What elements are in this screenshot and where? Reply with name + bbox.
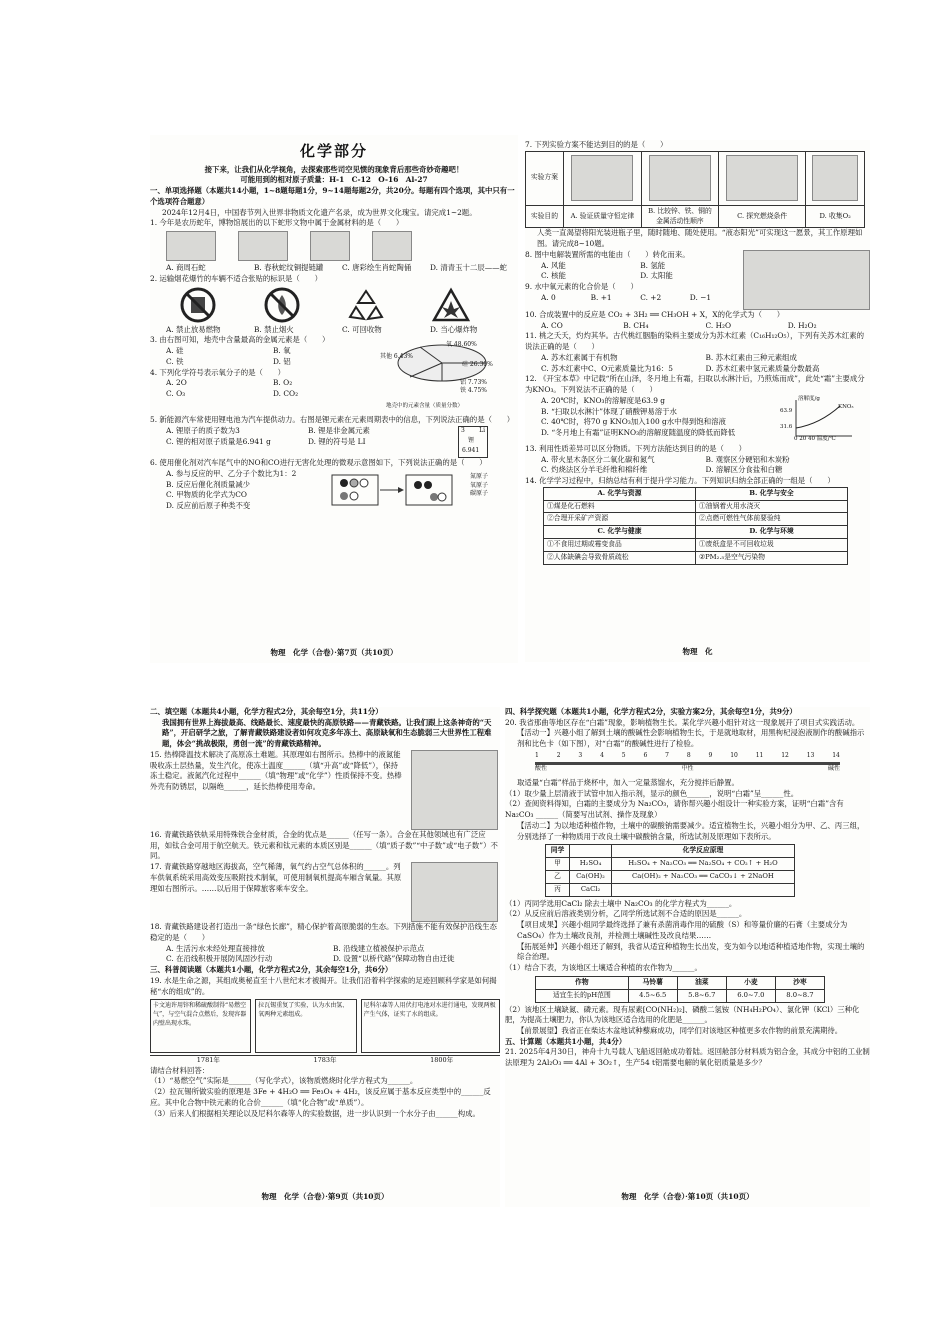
question-6: 6. 使用催化剂对汽车尾气中的NO和CO进行无害化处理的微观示意图如下，下列说法正确的是（ ） xyxy=(150,458,487,468)
option: A. 20℃时，KNO₃的溶解度是63.9 g xyxy=(541,395,665,405)
question-10: 10. 合成装置中的反应是 CO₂ + 3H₂ ══ CH₃OH + X，X的化学式为（ ） xyxy=(525,309,785,319)
col-header: 沙枣 xyxy=(775,976,824,989)
question-14: 14. 化学学习过程中，归纳总结有利于提升学习能力。下列知识归纳全部正确的一组是（ ） xyxy=(525,475,835,485)
page-footer: 物理 化 xyxy=(682,647,713,657)
context-text: 我国拥有世界上海拔最高、线路最长、速度最快的高原铁路——青藏铁路。让我们跟上这条神奇的“天路”，开启研学之旅，了解青藏铁路建设者如何攻克多年冻土、高原缺氧和生态脆弱三大世界性工程难题，体会“挑战极限，勇创一流”的青藏铁路精神。 xyxy=(162,717,492,749)
sub-question: （2）拉瓦锡所做实验的原理是 3Fe + 4H₂O ══ Fe₃O₄ + 4H₂，该反应属于基本反应类型中的______反应。其中化合物中铁元素的化合价______（填“化合物”或“单质”）。 xyxy=(150,1087,491,1107)
ph-tick: 10 xyxy=(730,751,738,759)
ph-region-label: 酸性 xyxy=(535,764,548,772)
question-20: 20. 我省那曲等地区存在“白霜”现象，影响植物生长。某化学兴趣小组针对这一现象展开了项目式实践活动。 xyxy=(505,717,860,727)
year-label: 1781年 xyxy=(196,1056,220,1065)
cell: ②点燃可燃性气体前要验纯 xyxy=(696,513,848,526)
option: A. 参与反应的甲、乙分子个数比为1：2 xyxy=(166,468,297,478)
option: C. +2 xyxy=(640,292,662,302)
option: A. 0 xyxy=(541,292,556,302)
cell: ①煤是化石燃料 xyxy=(544,500,696,513)
page-footer: 物理 化学（合卷）·第7页（共10页） xyxy=(270,648,398,658)
q3-options xyxy=(150,346,380,367)
no-flammables-sign-icon xyxy=(180,287,216,323)
question-9: 9. 水中氧元素的化合价是（ ） xyxy=(525,282,638,292)
ph-tick: 9 xyxy=(708,751,713,759)
cell: 丙 xyxy=(546,883,570,896)
ph-labels xyxy=(535,765,840,774)
option: D. −1 xyxy=(689,292,712,302)
question-16: 16. 青藏铁路铁轨采用特殊铁合金材质，合金的优点是______（任写一条）。合金在其他领域也有广泛应用，如钛合金可用于航空航天。铁元素和钛元素的本质区别是______（填“质子数”“中子数”或“电子数”）不同。 xyxy=(150,829,498,861)
context-text: 2024年12月4日，中国春节列入世界非物质文化遗产名录，成为世界文化瑰宝。请完成1~2题。 xyxy=(162,207,477,217)
q13-options xyxy=(525,455,870,476)
cell: 甲 xyxy=(546,858,570,871)
tick-label: 31.6 xyxy=(780,423,793,430)
q3-block xyxy=(150,335,518,415)
cell: 5.8~6.7 xyxy=(677,989,726,1002)
option: D. 反应前后原子种类不变 xyxy=(166,501,251,511)
atomic-masses: 可能用到的相对原子质量：H-1 C-12 O-16 Al-27 xyxy=(240,175,428,185)
sub-question: （2）从反应前后溶液类别分析，乙同学所选试剂不合适的原因是______。 xyxy=(505,909,747,919)
question-13: 13. 利用性质差异可以区分物质。下列方法能达到目的的是（ ） xyxy=(525,443,747,453)
pie-graphic xyxy=(380,335,510,405)
project-result: 【项目成果】兴趣小组同学最终选择了兼有杀菌消毒作用的硫酸（S）和等量价廉的石膏（主要成分为CaSO₄）作为土壤改良剂，并检测土壤碱性及改良结果…… xyxy=(517,920,848,940)
q5-block xyxy=(150,426,518,458)
question-12: 12. 《开宝本草》中记载“所在山泽，冬月地上有霜，扫取以水淋汁后，乃煎炼而成”，此处“霜”主要成分为KNO₃。下列说法不正确的是（ ） xyxy=(525,374,865,395)
apparatus-b xyxy=(641,151,718,205)
atomic-mass: 6.941 xyxy=(462,447,480,455)
q18-options xyxy=(150,944,500,965)
option: D. 清青玉十二辰——蛇 xyxy=(430,263,507,273)
timeline-box: 尼科尔森等人用伏打电池对水进行通电，发现两极产生气体，证实了水的组成。 xyxy=(361,999,500,1053)
option: D. 当心爆炸物 xyxy=(430,324,478,334)
question-17: 17. 青藏铁路穿越地区海拔高，空气稀薄，氧气约占空气总体积的______。列车供氧系统采用高效变压吸附技术制氧，可使用制氧机提高车厢含氧量。其原理如右图所示。……以后用于保障旅客乘车安全。 xyxy=(150,862,402,893)
question-4: 4. 下列化学符号表示氧分子的是（ ） xyxy=(150,367,286,377)
cell: ①油锅着火用水浇灭 xyxy=(696,500,848,513)
apparatus-d xyxy=(806,151,865,205)
cell: ①废纸盒是不可回收垃圾 xyxy=(696,539,848,552)
option: D. H₂O₂ xyxy=(787,320,817,330)
crop-ph-table xyxy=(535,976,825,1003)
sub-question: （2）查阅资料得知，白霜的主要成分为 Na₂CO₃，请你帮兴趣小组设计一种实验方案，证明“白霜”含有 Na₂CO₃ ______（简要写出试剂、操作及现象） xyxy=(505,799,844,820)
option: A. CO xyxy=(541,320,563,330)
heat-pipe-diagram xyxy=(411,750,498,830)
recycle-sign-icon xyxy=(348,287,384,323)
cell-header: B. 化学与安全 xyxy=(696,487,848,500)
question-21: 21. 2025年4月30日，神舟十九号载人飞船返回舱成功着陆。返回舱部分材料质为铝合金，其成分中铝的工业制法原理为 2Al₂O₃ ══ 4Al + 3O₂↑，生产54 t铝需要电解的氧化铝质量是多少？ xyxy=(505,1047,870,1068)
reagent-table xyxy=(545,844,795,896)
option: A. 验证质量守恒定律 xyxy=(563,205,641,228)
option: B. “扫取以水淋汁”体现了硝酸钾易溶于水 xyxy=(541,406,677,416)
sub-question: （3）后来人们根据相关理论以及尼科尔森等人的实验数据，进一步认识到一个水分子由______构成。 xyxy=(150,1108,480,1118)
cell: ②合理开采矿产资源 xyxy=(544,513,696,526)
option: A. 风能 xyxy=(541,260,566,270)
option: D. 收集O₂ xyxy=(806,205,865,228)
ph-tick: 2 xyxy=(556,751,561,759)
row-header: 实验目的 xyxy=(526,205,564,228)
element-name: 锂 xyxy=(468,437,475,445)
col-header: 马铃薯 xyxy=(628,976,677,989)
ph-tick: 8 xyxy=(686,751,691,759)
option: C. 40℃时，将70 g KNO₃加入100 g水中得到饱和溶液 xyxy=(541,417,726,427)
option: A. 生活污水未经处理直接排放 xyxy=(166,943,265,953)
ph-tick: 12 xyxy=(781,751,789,759)
option: B. 锂是非金属元素 xyxy=(308,426,370,436)
year-label: 1800年 xyxy=(430,1056,454,1065)
activity-two: 【活动二】为以地适种植作物，土壤中的碳酸钠需要减少。适宜植物生长，兴趣小组分为甲、乙、丙三组，分别选择了一种物质用于改良土壤中碳酸钠含量，所选试剂及原理如下表所示。 xyxy=(517,820,865,841)
row-header: 实验方案 xyxy=(526,151,564,205)
option: C. 铁 xyxy=(166,356,184,366)
cell: 8.0~8.7 xyxy=(775,989,824,1002)
prospect-text: 【前景展望】我省正在柴达木盆地试种藜麻成功，同学们对该地区种植更多农作物的前景充满期待。 xyxy=(517,1026,843,1036)
ph-tick: 4 xyxy=(600,751,604,759)
cell: H₂SO₄ xyxy=(570,858,612,871)
section-heading: 二、填空题（本题共4小题，化学方程式2分，其余每空1分，共11分） xyxy=(150,707,383,716)
pie-label: 铁 4.75% xyxy=(460,387,487,395)
cell-header: C. 化学与健康 xyxy=(544,526,696,539)
ph-region-label: 中性 xyxy=(681,764,694,772)
sub-question: （1）“易燃空气”实际是______（写化学式），该物质燃烧时化学方程式为______。 xyxy=(150,1076,418,1086)
tick-label: 63.9 xyxy=(780,407,793,414)
timeline-boxes xyxy=(150,999,500,1053)
intro-text: 接下来，让我们从化学视角，去探索那些司空见惯的现象背后那些奇妙奇趣吧！ xyxy=(204,164,464,174)
ph-tick: 3 xyxy=(578,751,583,759)
question-7: 7. 下列实验方案不能达到目的的是（ ） xyxy=(525,140,668,149)
option: C. 锂的相对原子质量是6.941 g xyxy=(166,436,271,446)
molecular-diagram xyxy=(330,469,470,517)
legend-item: 碳原子 xyxy=(470,490,489,498)
option: B. 氧 xyxy=(273,346,291,356)
apparatus-c xyxy=(718,151,805,205)
sub-question: （1）结合下表，为该地区土壤适合种植的农作物为______。 xyxy=(505,963,702,973)
option: B. 氢能 xyxy=(640,260,666,270)
q1-options xyxy=(150,263,518,274)
ph-region-label: 碱性 xyxy=(827,764,840,772)
stone-snake-image xyxy=(166,231,216,261)
pottery-snake-image xyxy=(310,231,350,261)
option: A. 硅 xyxy=(166,346,184,356)
page-9 xyxy=(150,707,500,1207)
explosive-sign-icon xyxy=(432,287,470,323)
pie-label: 铝 7.73% xyxy=(460,379,487,387)
option: B. +1 xyxy=(590,292,612,302)
option: C. H₂O xyxy=(705,320,732,330)
option: A. 商周石蛇 xyxy=(166,263,206,273)
ph-tick: 14 xyxy=(832,751,840,759)
cell: ①不食用过期或霉变食品 xyxy=(544,539,696,552)
activity-one: 【活动一】兴趣小组了解到土壤的酸碱性会影响植物生长，于是就地取材，用黑枸杞浸泡液制作的酸碱指示剂和比色卡（如下图），对“白霜”的酸碱性进行了检验。 xyxy=(517,728,865,749)
timeline-box: 拉瓦锡重复了实验，认为水由氢、氧两种元素组成。 xyxy=(255,999,356,1053)
legend-item: 氧原子 xyxy=(470,481,489,489)
year-label: 1783年 xyxy=(313,1056,337,1065)
cell: ②人体缺碘会导致骨质疏松 xyxy=(544,551,696,564)
page-title: 化学部分 xyxy=(299,142,368,160)
context-text: 人类一直渴望将阳光装进瓶子里，随时随地、随处使用。“液态阳光”可实现这一愿景，其工作原理如图。请完成8~10题。 xyxy=(537,228,863,249)
cell: ②PM₂.₅是空气污染物 xyxy=(696,551,848,564)
curve-label: KNO₃ xyxy=(838,403,854,410)
option: D. CO₂ xyxy=(273,389,299,399)
page-8 xyxy=(525,140,870,662)
jade-snake-image xyxy=(372,231,412,261)
option: D. 设置“以桥代路”保障动物自由迁徙 xyxy=(333,954,455,964)
apparatus-a xyxy=(563,151,641,205)
sign-images xyxy=(150,287,518,323)
option: B. 禁止烟火 xyxy=(254,324,294,334)
option: A. 锂原子的质子数为3 xyxy=(166,426,240,436)
option: B. 反应后催化剂质量减少 xyxy=(166,479,251,489)
no-fire-sign-icon xyxy=(264,287,300,323)
option: D. 苏木红素中氢元素质量分数最高 xyxy=(705,363,820,373)
question-5: 5. 新能源汽车常使用锂电池为汽车提供动力。右图是锂元素在元素周期表中的信息，下列说法正确的是（ ） xyxy=(150,415,515,425)
q11-options xyxy=(525,353,870,374)
cell: H₂SO₄ + Na₂CO₃ ══ Na₂SO₄ + CO₂↑ + H₂O xyxy=(611,858,794,871)
option: C. 核能 xyxy=(541,271,566,281)
section-heading: 四、科学探究题（本题共1小题，化学方程式2分，实验方案2分，其余每空1分，共9分） xyxy=(505,707,797,716)
prompt-text: 请结合材料回答： xyxy=(150,1065,210,1075)
q8-10-block xyxy=(525,250,870,310)
section-heading: 三、科普阅读题（本题共1小题，化学方程式2分，其余每空1分，共6分） xyxy=(150,965,393,975)
sub-question: （1）取少量上层清液于试管中加入指示剂，显示的颜色______，说明“白霜”呈______性。 xyxy=(505,788,799,798)
ph-tick: 13 xyxy=(806,751,815,759)
page-footer: 物理 化学（合卷）·第10页（共10页） xyxy=(621,1192,754,1202)
cell: Ca(OH)₂ xyxy=(570,871,612,884)
ph-tick: 11 xyxy=(755,751,764,759)
option: A. 禁止放易燃物 xyxy=(166,324,221,334)
option: B. 观察区分硬铝和木炭粉 xyxy=(705,454,790,464)
col-header xyxy=(570,845,612,858)
step-text: 取适量“白霜”样品于烧杯中，加入一定量蒸馏水，充分搅拌后静置。 xyxy=(517,777,739,787)
question-8: 8. 图中电解装置所需的电能由（ ）转化而来。 xyxy=(525,249,690,259)
lithium-element-cell xyxy=(458,426,488,458)
option: A. 苏木红素属于有机物 xyxy=(541,352,618,362)
section-heading: 五、计算题（本题共1小题，共4分） xyxy=(505,1036,627,1046)
col-header: 油菜 xyxy=(677,976,726,989)
pie-label: 氧 48.60% xyxy=(446,341,477,349)
element-symbol: Li xyxy=(479,427,485,435)
option: B. 苏木红素由三种元素组成 xyxy=(705,352,797,362)
option: A. 带火星木条区分二氧化碳和氮气 xyxy=(541,454,655,464)
option: C. O₃ xyxy=(166,389,186,399)
cell-header: A. 化学与资源 xyxy=(544,487,696,500)
question-2: 2. 运输烟花爆竹的车辆不适合张贴的标识是（ ） xyxy=(150,273,322,283)
col-header: 小麦 xyxy=(726,976,775,989)
cell: Ca(OH)₂ + Na₂CO₃ ══ CaCO₃↓ + 2NaOH xyxy=(611,871,794,884)
option: B. O₂ xyxy=(273,378,293,388)
ph-tick: 7 xyxy=(665,751,669,759)
pie-label: 其他 6.43% xyxy=(380,353,413,361)
ph-tick: 5 xyxy=(621,751,626,759)
q8-options xyxy=(525,261,739,282)
question-19: 19. 水是生命之源，其组成奥秘直至十八世纪末才被揭开。让我们沿着科学探索的足迹回顾科学家是如何揭秘“水的组成”的。 xyxy=(150,975,497,996)
bronze-pot-image xyxy=(238,231,288,261)
atomic-number: 3 xyxy=(461,427,465,435)
cell: 适宜生长的pH范围 xyxy=(536,989,629,1002)
page-10 xyxy=(505,707,870,1207)
question-15: 15. 热棒降温技术解决了高原冻土难题。其原理如右图所示。热棒中的液氮能吸收冻土层热量，发生汽化，使冻土温度______（填“升高”或“降低”），保持冻土稳定。液氮汽化过程中______（填“物理”或“化学”）性质保持不变。热棒外壳有防锈层，以隔绝______，延长热棒使用寿命。 xyxy=(150,749,402,792)
q10-options xyxy=(525,321,870,332)
y-axis-label: 溶解度/g xyxy=(798,395,820,402)
option: B. 比较锌、铁、铜的金属活动性顺序 xyxy=(641,205,718,228)
cell: 6.0~7.0 xyxy=(726,989,775,1002)
option: C. 苏木红素中C、O元素质量比为16：5 xyxy=(541,363,673,373)
option: D. 锂的符号是 LI xyxy=(308,436,366,446)
timeline-axis xyxy=(150,1055,500,1065)
atom-legend xyxy=(470,469,488,517)
option: C. 在沿线积极开展防风固沙行动 xyxy=(166,954,273,964)
option: D. “冬月地上有霜”证明KNO₃的溶解度随温度的降低而降低 xyxy=(541,427,736,437)
option: B. 春秋蛇纹铜提链罐 xyxy=(254,263,324,273)
q9-options xyxy=(525,293,739,304)
solubility-curve xyxy=(780,396,865,444)
pie-label: 硅 26.30% xyxy=(462,361,493,369)
option: C. 甲物质的化学式为CO xyxy=(166,490,247,500)
q15-block xyxy=(150,750,500,830)
q2-options xyxy=(150,325,518,336)
question-1: 1. 今年是农历蛇年，博物馆展出的以下蛇形文物中属于金属材料的是（ ） xyxy=(150,218,404,228)
section-heading: 一、单项选择题（本题共14小题，1~8题每题1分，9~14题每题2分，共20分。每题有四个选项，其中只有一个选项符合题意） xyxy=(150,186,515,206)
pie-caption: 地壳中的元素含量（质量分数） xyxy=(386,403,464,410)
option: D. 太阳能 xyxy=(640,271,673,281)
question-18: 18. 青藏铁路建设者打造出一条“绿色长廊”，精心保护着高原脆弱的生态。下列措施不能有效保护沿线生态稳定的是（ ） xyxy=(150,922,497,942)
ph-color-scale xyxy=(535,752,840,776)
col-header: 作物 xyxy=(536,976,629,989)
crust-pie-chart xyxy=(380,335,510,415)
option: D. 铝 xyxy=(273,356,291,366)
option: C. 灼烧法区分羊毛纤维和棉纤维 xyxy=(541,465,648,475)
artifact-images xyxy=(150,231,518,261)
page-7 xyxy=(150,135,518,663)
q12-block xyxy=(525,396,870,444)
cell xyxy=(611,883,794,896)
ph-numbers xyxy=(535,752,840,761)
q17-block xyxy=(150,862,500,922)
option: B. CH₄ xyxy=(623,320,649,330)
option: C. 唐彩绘生肖蛇陶俑 xyxy=(342,263,412,273)
option: B. 沿线建立植被保护示范点 xyxy=(333,943,425,953)
page-footer: 物理 化学（合卷）·第9页（共10页） xyxy=(261,1192,389,1202)
liquid-sunlight-diagram xyxy=(743,250,870,310)
q4-options xyxy=(150,378,380,399)
oxygen-generator-diagram xyxy=(411,862,498,922)
cell-header: D. 化学与环境 xyxy=(696,526,848,539)
q5-options xyxy=(150,426,450,447)
option: D. 溶解区分食盐和白糖 xyxy=(705,465,783,475)
ph-tick: 1 xyxy=(535,751,539,759)
cell: 4.5~6.5 xyxy=(628,989,677,1002)
col-header: 同学 xyxy=(546,845,570,858)
question-11: 11. 桃之夭夭，灼灼其华。古代桃红胭脂的染料主要成分为苏木红素（C₁₆H₁₂O₅），下列有关苏木红素的说法正确的是（ ） xyxy=(525,331,865,352)
option: C. 探究燃烧条件 xyxy=(718,205,805,228)
option: C. 可回收物 xyxy=(342,324,382,334)
ph-tick: 6 xyxy=(643,751,648,759)
legend-item: 氮原子 xyxy=(470,472,489,480)
cell: CaCl₂ xyxy=(570,883,612,896)
q14-table xyxy=(543,487,848,565)
timeline-box: 卡文迪许用锌和稀硫酸制得“易燃空气”，与空气混合点燃后，发现容器内壁出现水珠。 xyxy=(150,999,251,1053)
cell: 乙 xyxy=(546,871,570,884)
sub-question: （2）该地区土壤缺氮、磷元素。现有尿素[CO(NH₂)₂]、磷酸二氢铵（NH₄H₂PO₄）、氯化钾（KCl）三种化肥，为提高土壤肥力，你认为该地区适合选用的化肥是______。 xyxy=(505,1004,860,1025)
question-3: 3. 由右图可知，地壳中含量最高的金属元素是（ ） xyxy=(150,335,330,345)
q7-table xyxy=(525,151,865,229)
option: A. 2O xyxy=(166,378,187,388)
col-header: 化学反应原理 xyxy=(611,845,794,858)
x-axis-label: 0 20 40 温度/℃ xyxy=(794,435,836,442)
extension-text: 【拓展延伸】兴趣小组还了解到，我省从适宜种植物生长出发，变为如今以地适种植适地作物，实现土壤的综合治理。 xyxy=(517,941,865,962)
sub-question: （1）丙同学选用CaCl₂ 除去土壤中 Na₂CO₃ 的化学方程式为______。 xyxy=(505,898,737,908)
q6-block xyxy=(150,469,518,517)
